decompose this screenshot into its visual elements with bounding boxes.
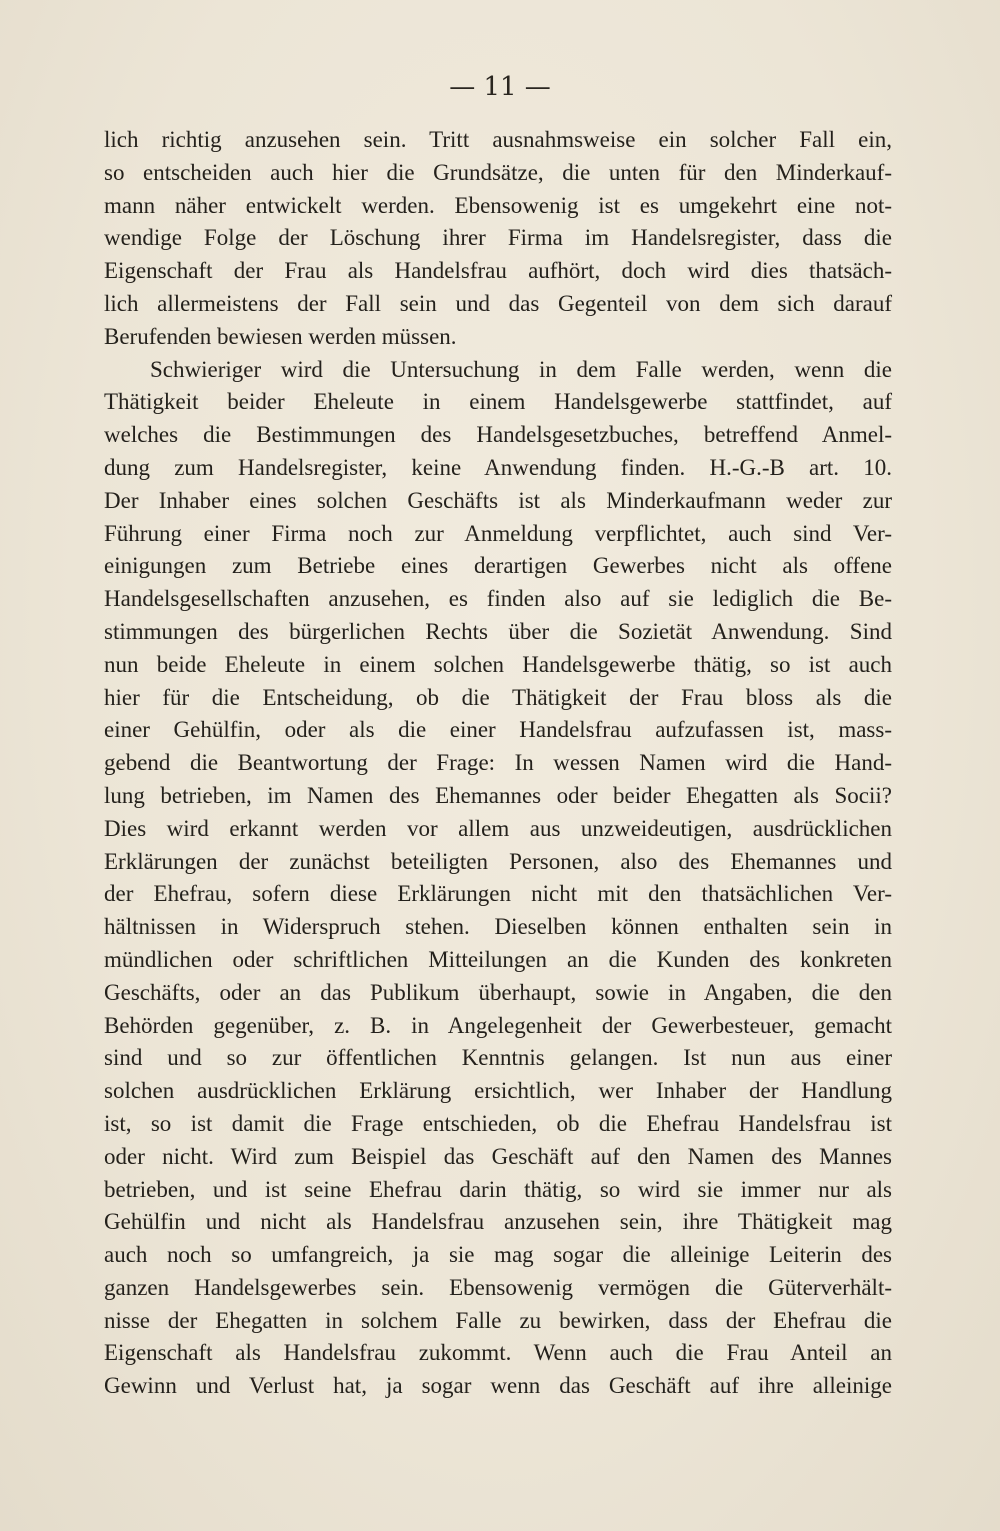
text-line: welches die Bestimmungen des Handelsgesetzbuches, betreffend Anmel-: [104, 422, 892, 448]
text-line: Dies wird erkannt werden vor allem aus unzweideutigen, ausdrücklichen: [104, 815, 892, 841]
text-line: ist, so ist damit die Frage entschieden, ob die Ehefrau Handelsfrau ist: [104, 1110, 892, 1136]
text-line: oder nicht. Wird zum Beispiel das Geschäft auf den Namen des Mannes: [104, 1143, 892, 1169]
text-line: lung betrieben, im Namen des Ehemannes oder beider Ehegatten als Socii?: [104, 782, 892, 808]
text-line: lich allermeistens der Fall sein und das Gegenteil von dem sich darauf: [104, 290, 892, 316]
text-line: gebend die Beantwortung der Frage: In wessen Namen wird die Hand-: [104, 750, 892, 776]
text-line: ganzen Handelsgewerbes sein. Ebensowenig vermögen die Güterverhält-: [104, 1274, 892, 1300]
text-line: mann näher entwickelt werden. Ebensowenig ist es umgekehrt eine not-: [104, 192, 892, 218]
body-text: [104, 124, 892, 1403]
text-line: wendige Folge der Löschung ihrer Firma im Handelsregister, dass die: [104, 225, 892, 251]
text-line: mündlichen oder schriftlichen Mitteilungen an die Kunden des konkreten: [104, 946, 892, 972]
text-line: dung zum Handelsregister, keine Anwendung finden. H.-G.-B art. 10.: [104, 454, 892, 480]
text-line: Eigenschaft der Frau als Handelsfrau aufhört, doch wird dies thatsäch-: [104, 258, 892, 284]
text-line: einer Gehülfin, oder als die einer Handelsfrau aufzufassen ist, mass-: [104, 717, 892, 743]
text-line: Handelsgesellschaften anzusehen, es finden also auf sie lediglich die Be-: [104, 586, 892, 612]
text-line: Führung einer Firma noch zur Anmeldung verpflichtet, auch sind Ver-: [104, 520, 892, 546]
text-line: betrieben, und ist seine Ehefrau darin thätig, so wird sie immer nur als: [104, 1176, 892, 1202]
text-line: auch noch so umfangreich, ja sie mag sogar die alleinige Leiterin des: [104, 1242, 892, 1268]
text-line: der Ehefrau, sofern diese Erklärungen nicht mit den thatsächlichen Ver-: [104, 881, 892, 907]
text-line: Geschäfts, oder an das Publikum überhaupt, sowie in Angaben, die den: [104, 979, 892, 1005]
text-line: nun beide Eheleute in einem solchen Handelsgewerbe thätig, so ist auch: [104, 651, 892, 677]
text-line: Thätigkeit beider Eheleute in einem Handelsgewerbe stattfindet, auf: [104, 389, 892, 415]
text-line: sind und so zur öffentlichen Kenntnis gelangen. Ist nun aus einer: [104, 1045, 892, 1071]
text-line: solchen ausdrücklichen Erklärung ersichtlich, wer Inhaber der Handlung: [104, 1078, 892, 1104]
text-line: nisse der Ehegatten in solchem Falle zu bewirken, dass der Ehefrau die: [104, 1307, 892, 1333]
text-line: Erklärungen der zunächst beteiligten Personen, also des Ehemannes und: [104, 848, 892, 874]
text-line: Behörden gegenüber, z. B. in Angelegenheit der Gewerbesteuer, gemacht: [104, 1012, 892, 1038]
page-number: — 11 —: [449, 72, 551, 102]
text-line: Schwieriger wird die Untersuchung in dem Falle werden, wenn die: [150, 356, 892, 382]
text-line: stimmungen des bürgerlichen Rechts über die Sozietät Anwendung. Sind: [104, 618, 892, 644]
text-line: einigungen zum Betriebe eines derartigen Gewerbes nicht als offene: [104, 553, 892, 579]
text-line: Gehülfin und nicht als Handelsfrau anzusehen sein, ihre Thätigkeit mag: [104, 1209, 892, 1235]
text-line: Berufenden bewiesen werden müssen.: [104, 323, 457, 349]
text-line: Der Inhaber eines solchen Geschäfts ist als Minderkaufmann weder zur: [104, 487, 892, 513]
text-line: Gewinn und Verlust hat, ja sogar wenn das Geschäft auf ihre alleinige: [104, 1373, 892, 1399]
text-line: Eigenschaft als Handelsfrau zukommt. Wenn auch die Frau Anteil an: [104, 1340, 892, 1366]
text-line: lich richtig anzusehen sein. Tritt ausnahmsweise ein solcher Fall ein,: [104, 127, 892, 152]
text-line: hier für die Entscheidung, ob die Thätigkeit der Frau bloss als die: [104, 684, 892, 710]
text-line: so entscheiden auch hier die Grundsätze, die unten für den Minderkauf-: [104, 159, 892, 185]
text-line: hältnissen in Widerspruch stehen. Dieselben können enthalten sein in: [104, 914, 892, 940]
